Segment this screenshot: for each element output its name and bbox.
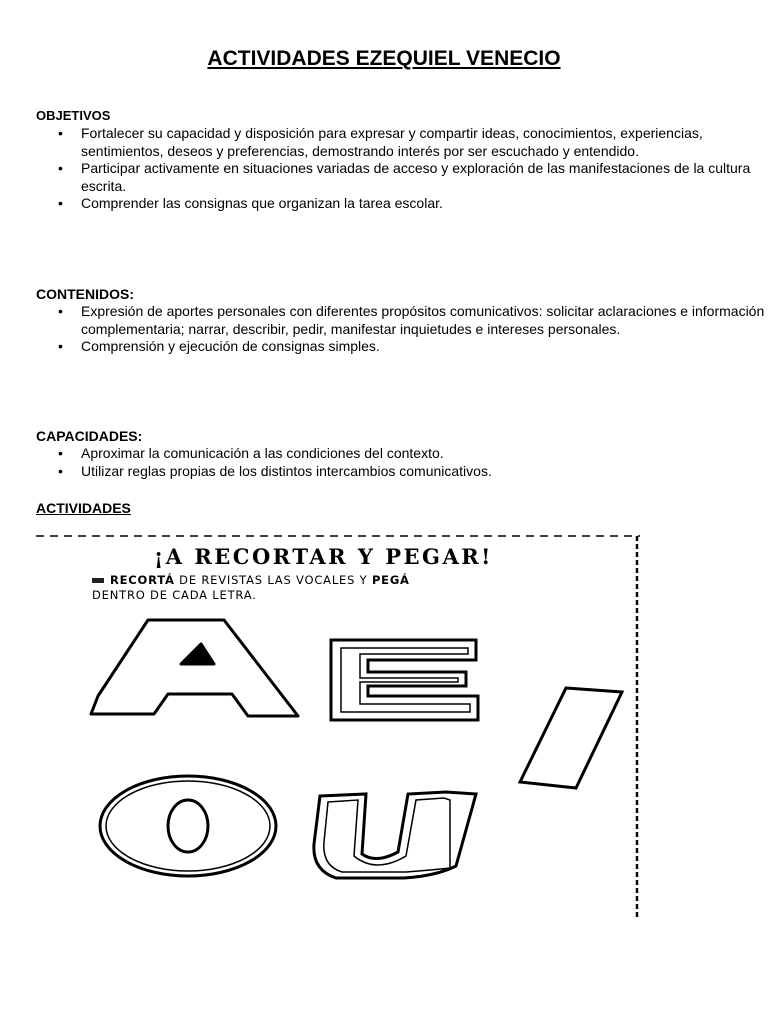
list-item: • Comprensión y ejecución de consignas simples. (81, 338, 768, 356)
capacidades-list (36, 445, 768, 480)
instruction-text: DE REVISTAS LAS VOCALES Y (174, 573, 372, 587)
worksheet-image (36, 534, 644, 919)
list-item: • Participar activamente en situaciones variadas de acceso y exploración de las manifestaciones de la cultura escrita. (81, 160, 768, 195)
objetivos-heading: OBJETIVOS (36, 108, 111, 123)
letter-a-outline (91, 620, 298, 716)
actividades-heading: ACTIVIDADES (36, 500, 131, 516)
list-item: • Expresión de aportes personales con diferentes propósitos comunicativos: solicitar aclaraciones e información complementaria; narrar, describir, pedir, manifestar inquietudes e intereses personales. (81, 303, 768, 338)
objetivos-list (36, 125, 768, 213)
list-item: • Fortalecer su capacidad y disposición para expresar y compartir ideas, conocimientos, experiencias, sentimientos, deseos y preferencias, demostrando interés por ser escuchado y entendido. (81, 125, 768, 160)
list-item: • Aproximar la comunicación a las condiciones del contexto. (81, 445, 768, 463)
contenidos-heading: CONTENIDOS: (36, 286, 134, 302)
letter-e-outline (331, 640, 478, 720)
worksheet-instruction (92, 573, 592, 603)
contenidos-list (36, 303, 768, 356)
instruction-bold-pega: PEGÁ (371, 573, 410, 587)
square-bullet-icon (92, 578, 104, 583)
capacidades-heading: CAPACIDADES: (36, 428, 143, 444)
letter-i-outline (520, 688, 622, 788)
letter-u-outline (314, 792, 476, 878)
list-item: • Comprender las consignas que organizan la tarea escolar. (81, 195, 768, 213)
letter-o-outline (100, 776, 276, 876)
instruction-bold-recorta: RECORTÁ (110, 573, 175, 587)
worksheet-title: ¡A RECORTAR Y PEGAR! (154, 544, 493, 569)
list-item: • Utilizar reglas propias de los distintos intercambios comunicativos. (81, 463, 768, 481)
instruction-line-2: DENTRO DE CADA LETRA. (92, 588, 257, 602)
document-title: ACTIVIDADES EZEQUIEL VENECIO (207, 47, 561, 70)
